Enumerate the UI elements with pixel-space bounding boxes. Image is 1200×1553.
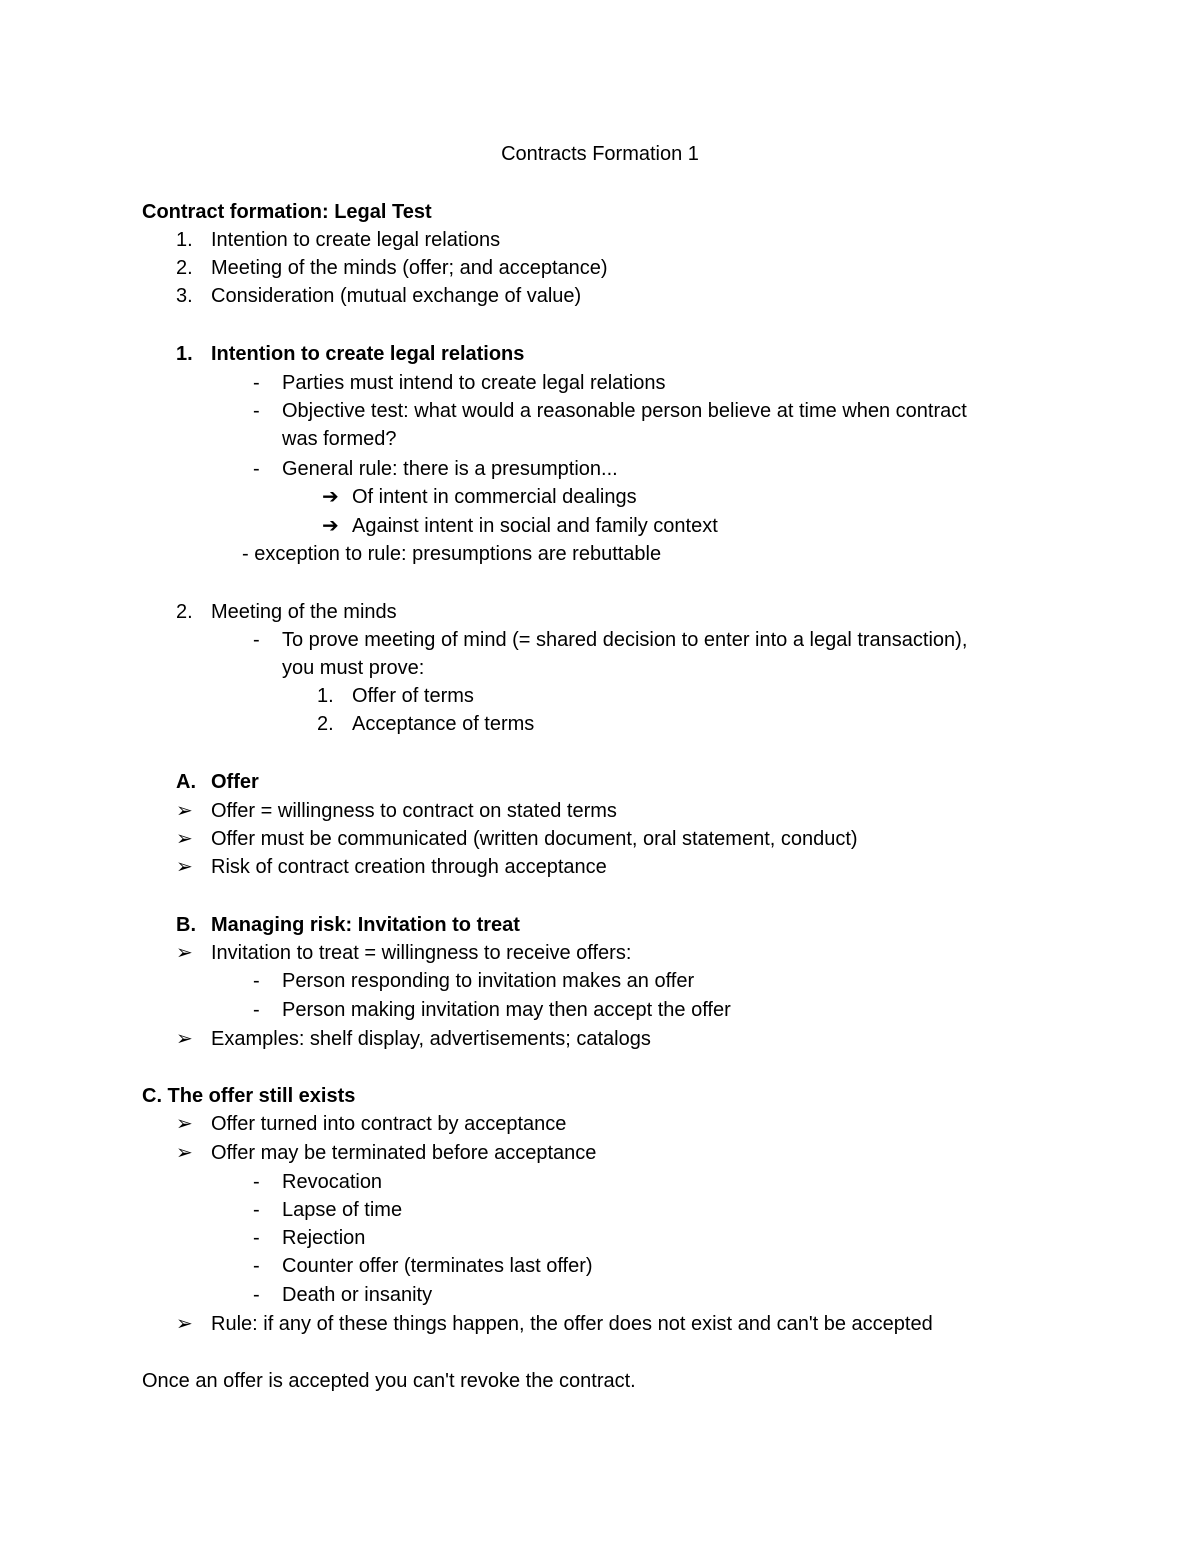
intention-num: 1.: [176, 343, 193, 365]
still-exists-dash-1: Revocation: [282, 1171, 383, 1193]
meeting-sub-num-1: 1.: [317, 685, 334, 707]
legal-test-num-3: 3.: [176, 285, 193, 307]
intention-bullet-3: General rule: there is a presumption...: [282, 458, 618, 480]
still-exists-heading: C. The offer still exists: [142, 1085, 356, 1107]
intention-bullet-2: Objective test: what would a reasonable person believe at time when contract: [282, 400, 967, 422]
meeting-sub-2: Acceptance of terms: [352, 713, 535, 735]
legal-test-num-1: 1.: [176, 229, 193, 251]
invitation-dash-2: Person making invitation may then accept the offer: [282, 999, 731, 1021]
invitation-heading: Managing risk: Invitation to treat: [211, 914, 520, 936]
still-exists-bullet-1: Offer turned into contract by acceptance: [211, 1113, 567, 1135]
chevron-icon: ➢: [176, 828, 193, 850]
arrow-icon: ➔: [322, 515, 339, 537]
dash-marker: -: [253, 970, 260, 992]
intention-heading: Intention to create legal relations: [211, 343, 525, 365]
dash-marker: -: [253, 1171, 260, 1193]
offer-heading: Offer: [211, 771, 259, 793]
invitation-bullet-1: Invitation to treat = willingness to receive offers:: [211, 942, 632, 964]
legal-test-item-2: Meeting of the minds (offer; and acceptance): [211, 257, 608, 279]
offer-bullet-1: Offer = willingness to contract on stated terms: [211, 800, 617, 822]
offer-bullet-2: Offer must be communicated (written document, oral statement, conduct): [211, 828, 858, 850]
intention-exception: - exception to rule: presumptions are rebuttable: [242, 543, 662, 565]
dash-marker: -: [253, 629, 260, 651]
legal-test-num-2: 2.: [176, 257, 193, 279]
chevron-icon: ➢: [176, 800, 193, 822]
chevron-icon: ➢: [176, 1142, 193, 1164]
still-exists-rule: Rule: if any of these things happen, the offer does not exist and can't be accepted: [211, 1313, 933, 1335]
still-exists-dash-5: Death or insanity: [282, 1284, 433, 1306]
chevron-icon: ➢: [176, 942, 193, 964]
offer-letter: A.: [176, 771, 196, 793]
chevron-icon: ➢: [176, 856, 193, 878]
chevron-icon: ➢: [176, 1113, 193, 1135]
closing-statement: Once an offer is accepted you can't revoke the contract.: [142, 1370, 636, 1392]
still-exists-dash-2: Lapse of time: [282, 1199, 403, 1221]
intention-bullet-1: Parties must intend to create legal relations: [282, 372, 666, 394]
invitation-bullet-2: Examples: shelf display, advertisements; catalogs: [211, 1028, 651, 1050]
arrow-icon: ➔: [322, 486, 339, 508]
legal-test-item-3: Consideration (mutual exchange of value): [211, 285, 582, 307]
still-exists-bullet-2: Offer may be terminated before acceptance: [211, 1142, 597, 1164]
still-exists-dash-3: Rejection: [282, 1227, 366, 1249]
legal-test-item-1: Intention to create legal relations: [211, 229, 501, 251]
intention-arrow-1: Of intent in commercial dealings: [352, 486, 637, 508]
dash-marker: -: [253, 1199, 260, 1221]
chevron-icon: ➢: [176, 1313, 193, 1335]
meeting-heading: Meeting of the minds: [211, 601, 397, 623]
meeting-bullet-line-2: you must prove:: [282, 657, 425, 679]
dash-marker: -: [253, 400, 260, 422]
offer-bullet-3: Risk of contract creation through acceptance: [211, 856, 607, 878]
meeting-sub-1: Offer of terms: [352, 685, 474, 707]
chevron-icon: ➢: [176, 1028, 193, 1050]
meeting-bullet-line-1: To prove meeting of mind (= shared decision to enter into a legal transaction),: [282, 629, 968, 651]
doc-title: Contracts Formation 1: [501, 143, 699, 165]
dash-marker: -: [253, 1255, 260, 1277]
dash-marker: -: [253, 999, 260, 1021]
meeting-sub-num-2: 2.: [317, 713, 334, 735]
intention-bullet-2-cont: was formed?: [282, 428, 397, 450]
legal-test-heading: Contract formation: Legal Test: [142, 201, 432, 223]
meeting-num: 2.: [176, 601, 193, 623]
intention-arrow-2: Against intent in social and family context: [352, 515, 718, 537]
still-exists-dash-4: Counter offer (terminates last offer): [282, 1255, 593, 1277]
invitation-letter: B.: [176, 914, 196, 936]
dash-marker: -: [253, 1227, 260, 1249]
dash-marker: -: [253, 1284, 260, 1306]
dash-marker: -: [253, 372, 260, 394]
dash-marker: -: [253, 458, 260, 480]
invitation-dash-1: Person responding to invitation makes an offer: [282, 970, 695, 992]
